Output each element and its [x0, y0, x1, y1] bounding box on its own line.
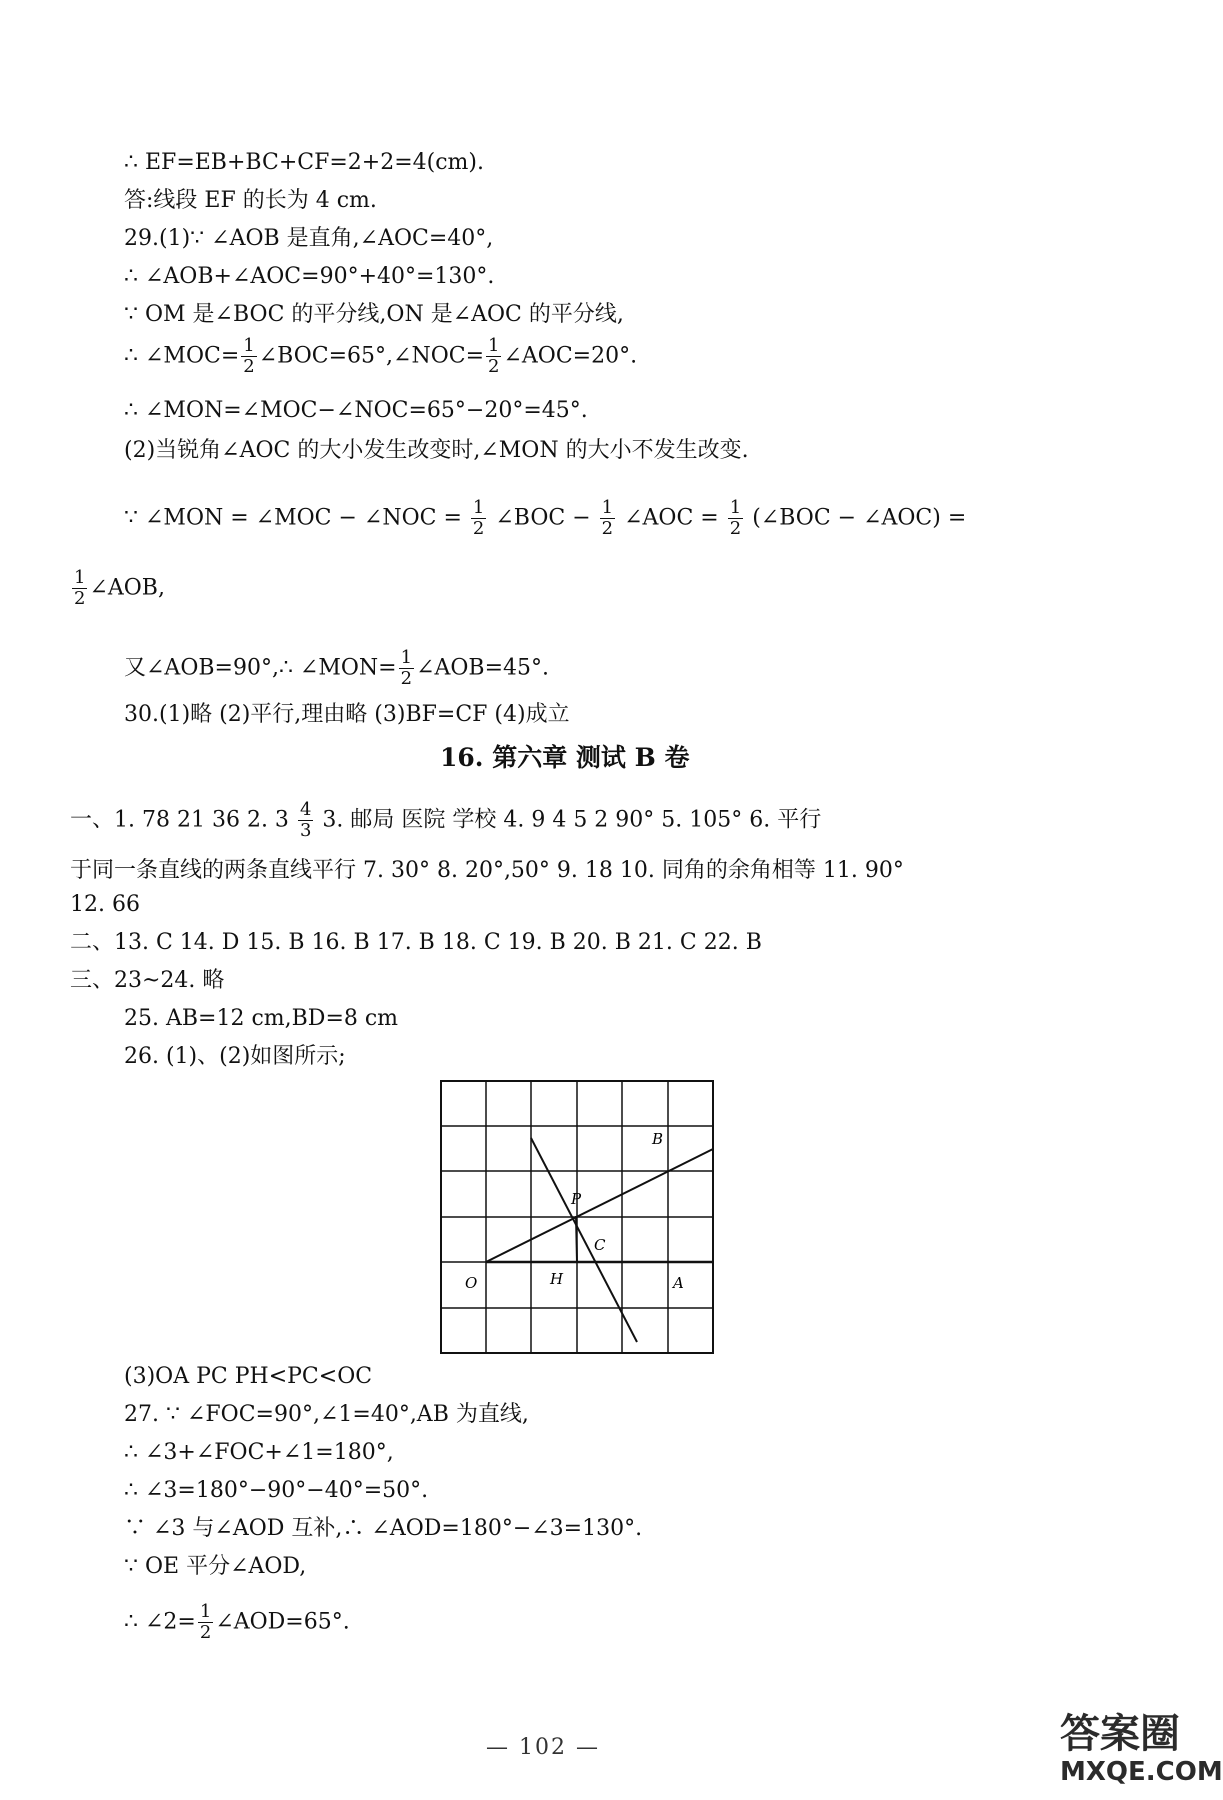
text-segment: ∠BOC −	[495, 505, 591, 531]
label-p: P	[571, 1190, 582, 1208]
text-line: 二、13. C 14. D 15. B 16. B 17. B 18. C 19. B 20. B 21. C 22. B	[70, 930, 762, 955]
text-line: 25. AB=12 cm,BD=8 cm	[124, 1006, 399, 1031]
watermark-logo	[1060, 1711, 1223, 1798]
fraction-numerator: 4	[299, 799, 312, 820]
fraction-denominator: 2	[243, 356, 255, 377]
text-line: ∵ OM 是∠BOC 的平分线,ON 是∠AOC 的平分线,	[124, 302, 624, 327]
text-segment: ∠BOC=65°,∠NOC=	[258, 343, 485, 369]
fraction-numerator: 1	[243, 335, 255, 356]
text-line: 12. 66	[70, 892, 140, 917]
text-line: 三、23~24. 略	[70, 968, 225, 993]
label-c: C	[594, 1236, 606, 1254]
text-line: ∴ ∠MON=∠MOC−∠NOC=65°−20°=45°.	[124, 398, 588, 423]
fraction-numerator: 1	[400, 647, 413, 668]
label-b: B	[652, 1130, 664, 1148]
label-o: O	[465, 1274, 478, 1292]
fraction	[600, 498, 615, 539]
fraction	[241, 336, 256, 377]
fraction-denominator: 2	[199, 1622, 212, 1643]
fraction-denominator: 2	[472, 518, 485, 539]
text-line	[124, 648, 549, 689]
fraction-denominator: 2	[729, 518, 742, 539]
fraction	[486, 336, 501, 377]
page-number: — 102 —	[486, 1735, 600, 1760]
text-segment: ∠AOB=45°.	[416, 655, 550, 681]
grid-figure	[440, 1080, 716, 1356]
text-segment: (∠BOC − ∠AOC) =	[752, 505, 967, 531]
watermark-top: 答案圈	[1060, 1711, 1180, 1757]
text-segment: ∴ ∠2=	[124, 1609, 196, 1635]
text-line: ∴ EF=EB+BC+CF=2+2=4(cm).	[124, 150, 484, 175]
label-a: A	[673, 1274, 684, 1292]
fraction-numerator: 1	[729, 497, 742, 518]
text-line	[70, 800, 821, 841]
fraction-denominator: 2	[74, 588, 86, 609]
fraction	[198, 1602, 213, 1643]
text-line: 于同一条直线的两条直线平行 7. 30° 8. 20°,50° 9. 18 10. 同角的余角相等 11. 90°	[70, 858, 904, 883]
text-line: ∴ ∠AOB+∠AOC=90°+40°=130°.	[124, 264, 495, 289]
text-line: 答:线段 EF 的长为 4 cm.	[124, 188, 377, 213]
segment-ph	[576, 1216, 577, 1262]
text-segment: ∵ ∠MON = ∠MOC − ∠NOC =	[124, 505, 462, 531]
fraction	[728, 498, 743, 539]
fraction-numerator: 1	[74, 567, 86, 588]
text-line: ∵ ∠3 与∠AOD 互补,∴ ∠AOD=180°−∠3=130°.	[124, 1516, 643, 1541]
text-line	[124, 336, 637, 377]
text-line: 29.(1)∵ ∠AOB 是直角,∠AOC=40°,	[124, 226, 494, 251]
fraction-denominator: 2	[601, 518, 614, 539]
fraction-denominator: 3	[299, 820, 312, 841]
text-segment: ∴ ∠MOC=	[124, 343, 240, 369]
section-title: 16. 第六章 测试 B 卷	[440, 743, 690, 772]
fraction	[399, 648, 414, 689]
text-line: 26. (1)、(2)如图所示;	[124, 1044, 346, 1069]
fraction-numerator: 1	[472, 497, 485, 518]
fraction-numerator: 1	[488, 335, 500, 356]
text-line: (3)OA PC PH<PC<OC	[124, 1364, 373, 1389]
text-line	[124, 1602, 350, 1643]
text-line: ∴ ∠3+∠FOC+∠1=180°,	[124, 1440, 394, 1465]
watermark-bottom: MXQE.COM	[1060, 1757, 1223, 1787]
text-line: (2)当锐角∠AOC 的大小发生改变时,∠MON 的大小不发生改变.	[124, 438, 749, 463]
text-segment: ∠AOB,	[89, 575, 165, 601]
fraction	[471, 498, 486, 539]
line-perpendicular-pc	[531, 1138, 637, 1342]
text-segment: 又∠AOB=90°,∴ ∠MON=	[124, 655, 397, 681]
fraction-numerator: 1	[601, 497, 614, 518]
text-segment: ∠AOC=20°.	[503, 343, 638, 369]
text-line: 27. ∵ ∠FOC=90°,∠1=40°,AB 为直线,	[124, 1402, 529, 1427]
text-line: ∴ ∠3=180°−90°−40°=50°.	[124, 1478, 429, 1503]
text-segment: ∠AOC =	[624, 505, 719, 531]
fraction-denominator: 2	[400, 668, 413, 689]
text-line: ∵ OE 平分∠AOD,	[124, 1554, 307, 1579]
text-line: 30.(1)略 (2)平行,理由略 (3)BF=CF (4)成立	[124, 702, 570, 727]
fraction-denominator: 2	[488, 356, 500, 377]
label-h: H	[550, 1270, 564, 1288]
text-segment: ∠AOD=65°.	[215, 1609, 350, 1635]
fraction	[72, 568, 87, 609]
text-line	[124, 498, 966, 539]
fraction	[298, 800, 313, 841]
text-segment: 一、1. 78 21 36 2. 3	[70, 807, 289, 833]
text-segment: 3. 邮局 医院 学校 4. 9 4 5 2 90° 5. 105° 6. 平行	[322, 807, 822, 833]
text-line	[70, 568, 165, 609]
fraction-numerator: 1	[199, 1601, 212, 1622]
